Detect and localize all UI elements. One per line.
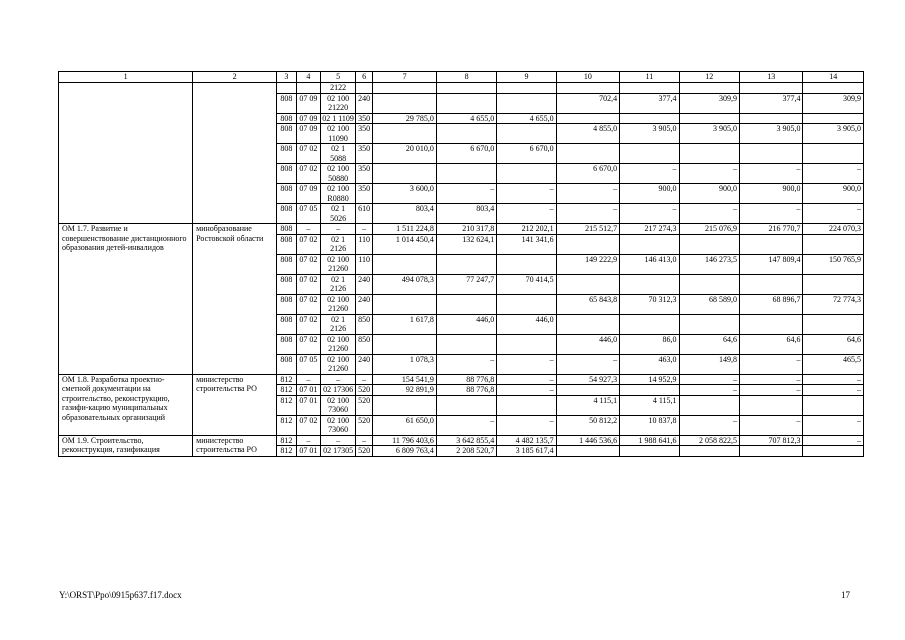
cell-col3: 808	[277, 254, 296, 274]
cell-col14: 465,5	[803, 354, 864, 374]
cell-col4: 07 09	[296, 93, 321, 113]
cell-col9: 70 414,5	[497, 274, 556, 294]
cell-col13: –	[739, 164, 802, 184]
cell-col7	[373, 254, 436, 274]
cell-col11	[620, 234, 679, 254]
cell-col5: 02 17305	[321, 446, 356, 457]
cell-col4: –	[296, 374, 321, 385]
cell-col3: 808	[277, 334, 296, 354]
column-number-6: 6	[355, 72, 372, 83]
cell-col6	[355, 83, 372, 94]
cell-col7: 11 796 403,6	[373, 435, 436, 446]
column-number-2: 2	[193, 72, 277, 83]
cell-col14	[803, 314, 864, 334]
cell-col14: 900,0	[803, 184, 864, 204]
cell-col3: 808	[277, 164, 296, 184]
cell-col13: 216 770,7	[739, 224, 802, 235]
cell-col3: 812	[277, 415, 296, 435]
cell-col9: –	[497, 354, 556, 374]
cell-col3: 808	[277, 144, 296, 164]
cell-col3: 808	[277, 93, 296, 113]
cell-col9	[497, 254, 556, 274]
cell-col3: 812	[277, 374, 296, 385]
cell-col7	[373, 164, 436, 184]
cell-col10	[556, 274, 619, 294]
cell-col3: 808	[277, 124, 296, 144]
cell-col14: –	[803, 204, 864, 224]
cell-col9: 6 670,0	[497, 144, 556, 164]
cell-col12	[679, 144, 739, 164]
cell-col10: 6 670,0	[556, 164, 619, 184]
cell-col5: 02 1 5026	[321, 204, 356, 224]
cell-col13	[739, 113, 802, 124]
column-number-13: 13	[739, 72, 802, 83]
cell-col13	[739, 314, 802, 334]
cell-col13	[739, 234, 802, 254]
cell-col4: 07 02	[296, 415, 321, 435]
cell-col14: 64,6	[803, 334, 864, 354]
cell-col14: 150 765,9	[803, 254, 864, 274]
cell-col12: –	[679, 415, 739, 435]
cell-col10	[556, 144, 619, 164]
cell-col11: 70 312,3	[620, 294, 679, 314]
cell-col9	[497, 124, 556, 144]
cell-col7: 1 014 450,4	[373, 234, 436, 254]
cell-col7	[373, 93, 436, 113]
cell-col9: –	[497, 385, 556, 396]
cell-col5: 02 100 21260	[321, 254, 356, 274]
footer-file-path: Y:\ORST\Ppo\0915p637.f17.docx	[59, 590, 182, 600]
cell-col14	[803, 274, 864, 294]
cell-col7: 29 785,0	[373, 113, 436, 124]
cell-col14: 309,9	[803, 93, 864, 113]
cell-col11	[620, 113, 679, 124]
cell-col12	[679, 274, 739, 294]
cell-col10: 4 115,1	[556, 395, 619, 415]
cell-col11: 463,0	[620, 354, 679, 374]
cell-col4: 07 05	[296, 204, 321, 224]
cell-col12	[679, 234, 739, 254]
table-row	[59, 224, 864, 235]
cell-col3: 812	[277, 385, 296, 396]
cell-col11	[620, 446, 679, 457]
cell-col9	[497, 395, 556, 415]
cell-col11: 3 905,0	[620, 124, 679, 144]
cell-col7: 1 078,3	[373, 354, 436, 374]
cell-col10: 215 512,7	[556, 224, 619, 235]
column-number-3: 3	[277, 72, 296, 83]
cell-col9: –	[497, 415, 556, 435]
cell-col12	[679, 83, 739, 94]
cell-col11	[620, 83, 679, 94]
cell-col8: –	[436, 415, 496, 435]
cell-col3: 808	[277, 184, 296, 204]
cell-col6: 850	[355, 334, 372, 354]
cell-col7	[373, 395, 436, 415]
cell-col13: –	[739, 204, 802, 224]
cell-col4: 07 02	[296, 274, 321, 294]
cell-col5: 02 100 21220	[321, 93, 356, 113]
cell-col7	[373, 294, 436, 314]
cell-col8: 4 655,0	[436, 113, 496, 124]
cell-col4: 07 02	[296, 234, 321, 254]
column-number-12: 12	[679, 72, 739, 83]
cell-col12: 215 076,9	[679, 224, 739, 235]
cell-col9: 212 202,1	[497, 224, 556, 235]
cell-col10: 54 927,3	[556, 374, 619, 385]
cell-col4: –	[296, 224, 321, 235]
cell-col4	[296, 83, 321, 94]
cell-col8: 210 317,8	[436, 224, 496, 235]
cell-col3: 808	[277, 234, 296, 254]
cell-col12	[679, 314, 739, 334]
cell-col6: 850	[355, 314, 372, 334]
cell-col5: 02 100 21260	[321, 354, 356, 374]
cell-col8: 77 247,7	[436, 274, 496, 294]
cell-col12: 3 905,0	[679, 124, 739, 144]
cell-col13: –	[739, 354, 802, 374]
column-number-11: 11	[620, 72, 679, 83]
cell-col6: 350	[355, 124, 372, 144]
cell-col5: 02 1 2126	[321, 314, 356, 334]
cell-col11	[620, 274, 679, 294]
cell-col3	[277, 83, 296, 94]
cell-col4: 07 02	[296, 334, 321, 354]
cell-col13: 68 896,7	[739, 294, 802, 314]
cell-col12: 68 589,0	[679, 294, 739, 314]
column-number-9: 9	[497, 72, 556, 83]
cell-col5: 02 1 2126	[321, 274, 356, 294]
cell-col13: 377,4	[739, 93, 802, 113]
cell-col4: 07 02	[296, 314, 321, 334]
cell-col12	[679, 395, 739, 415]
cell-col6: 520	[355, 395, 372, 415]
cell-col10: 702,4	[556, 93, 619, 113]
cell-col10	[556, 234, 619, 254]
cell-col11: –	[620, 164, 679, 184]
cell-col11: 146 413,0	[620, 254, 679, 274]
cell-col5: 02 100 73060	[321, 395, 356, 415]
cell-col11	[620, 385, 679, 396]
cell-col6: 610	[355, 204, 372, 224]
cell-col8: 88 776,8	[436, 374, 496, 385]
cell-col13: –	[739, 385, 802, 396]
cell-col13: 147 809,4	[739, 254, 802, 274]
measure-name: ОМ 1.7. Развитие и совершенствование дистанционного образования детей-инвалидов	[59, 224, 193, 375]
executor-name: минобразование Ростовской области	[193, 224, 277, 375]
executor-name: министерство строительства РО	[193, 374, 277, 435]
cell-col10: 1 446 536,6	[556, 435, 619, 446]
cell-col4: 07 05	[296, 354, 321, 374]
cell-col7: 61 650,0	[373, 415, 436, 435]
cell-col8: 132 624,1	[436, 234, 496, 254]
cell-col7: 1 617,8	[373, 314, 436, 334]
cell-col7	[373, 83, 436, 94]
cell-col8	[436, 124, 496, 144]
cell-col4: 07 01	[296, 395, 321, 415]
cell-col5: –	[321, 435, 356, 446]
table-row	[59, 83, 864, 94]
cell-col4: 07 02	[296, 294, 321, 314]
column-number-4: 4	[296, 72, 321, 83]
cell-col6: 350	[355, 144, 372, 164]
table-row	[59, 374, 864, 385]
cell-col14: –	[803, 385, 864, 396]
cell-col5: 02 100 11090	[321, 124, 356, 144]
cell-col3: 812	[277, 435, 296, 446]
cell-col4: 07 09	[296, 184, 321, 204]
cell-col14	[803, 113, 864, 124]
cell-col10: 65 843,8	[556, 294, 619, 314]
cell-col8	[436, 164, 496, 184]
column-number-row	[59, 72, 864, 83]
cell-col12	[679, 446, 739, 457]
cell-col6: 350	[355, 184, 372, 204]
cell-col12: 309,9	[679, 93, 739, 113]
cell-col8	[436, 294, 496, 314]
cell-col6: 240	[355, 274, 372, 294]
cell-col12: 2 058 822,5	[679, 435, 739, 446]
cell-col7: 154 541,9	[373, 374, 436, 385]
cell-col13	[739, 395, 802, 415]
column-number-10: 10	[556, 72, 619, 83]
cell-col8: –	[436, 184, 496, 204]
cell-col10	[556, 314, 619, 334]
cell-col6: 350	[355, 113, 372, 124]
cell-col13: –	[739, 415, 802, 435]
cell-col12	[679, 113, 739, 124]
cell-col13	[739, 144, 802, 164]
cell-col14: 72 774,3	[803, 294, 864, 314]
cell-col7	[373, 334, 436, 354]
cell-col4: 07 02	[296, 254, 321, 274]
continuation-executor-cell	[193, 83, 277, 224]
cell-col9: –	[497, 204, 556, 224]
cell-col7: 20 010,0	[373, 144, 436, 164]
cell-col5: 02 100 21260	[321, 334, 356, 354]
cell-col5: 02 17306	[321, 385, 356, 396]
cell-col8: 803,4	[436, 204, 496, 224]
cell-col14: 3 905,0	[803, 124, 864, 144]
cell-col9	[497, 334, 556, 354]
cell-col8	[436, 254, 496, 274]
cell-col11: 86,0	[620, 334, 679, 354]
cell-col14: –	[803, 164, 864, 184]
cell-col10: 50 812,2	[556, 415, 619, 435]
cell-col14	[803, 395, 864, 415]
cell-col6: 520	[355, 385, 372, 396]
cell-col8	[436, 395, 496, 415]
cell-col3: 808	[277, 204, 296, 224]
column-number-5: 5	[321, 72, 356, 83]
cell-col13: 900,0	[739, 184, 802, 204]
cell-col5: 02 100 R0880	[321, 184, 356, 204]
cell-col6: 240	[355, 93, 372, 113]
cell-col5: 02 1 2126	[321, 234, 356, 254]
cell-col8: 446,0	[436, 314, 496, 334]
cell-col8	[436, 334, 496, 354]
cell-col12: 149,8	[679, 354, 739, 374]
cell-col13	[739, 274, 802, 294]
cell-col10: 149 222,9	[556, 254, 619, 274]
cell-col13: –	[739, 374, 802, 385]
cell-col10: –	[556, 204, 619, 224]
cell-col11	[620, 314, 679, 334]
cell-col6: –	[355, 224, 372, 235]
cell-col9: 4 655,0	[497, 113, 556, 124]
cell-col7: 3 600,0	[373, 184, 436, 204]
cell-col7: 803,4	[373, 204, 436, 224]
cell-col5: 02 1 1109	[322, 113, 354, 123]
cell-col4: 07 09	[296, 124, 321, 144]
cell-col10	[556, 385, 619, 396]
cell-col3: 808	[277, 354, 296, 374]
footer-page-number: 17	[841, 590, 850, 600]
cell-col6: 520	[355, 446, 372, 457]
cell-col6: –	[355, 374, 372, 385]
cell-col10: –	[556, 184, 619, 204]
cell-col5: 02 100 21260	[321, 294, 356, 314]
cell-col13: 64,6	[739, 334, 802, 354]
cell-col7: 92 891,9	[373, 385, 436, 396]
cell-col5: 02 1 5088	[321, 144, 356, 164]
cell-col12: 146 273,5	[679, 254, 739, 274]
column-number-1: 1	[59, 72, 193, 83]
cell-col10	[556, 83, 619, 94]
cell-col9	[497, 93, 556, 113]
cell-col4: 07 02	[296, 144, 321, 164]
cell-col13: 3 905,0	[739, 124, 802, 144]
cell-col6: 110	[355, 234, 372, 254]
cell-col14: –	[803, 415, 864, 435]
cell-col14: –	[803, 374, 864, 385]
column-number-8: 8	[436, 72, 496, 83]
cell-col9: –	[497, 374, 556, 385]
cell-col9	[497, 83, 556, 94]
cell-col11: 10 837,8	[620, 415, 679, 435]
measure-name: ОМ 1.9. Строительство, реконструкция, газификация	[59, 435, 193, 456]
cell-col8: 2 208 520,7	[436, 446, 496, 457]
cell-col5: –	[321, 374, 356, 385]
cell-col9: 446,0	[497, 314, 556, 334]
cell-col14: 224 070,3	[803, 224, 864, 235]
cell-col4: 07 09	[296, 113, 321, 124]
cell-col6: 240	[355, 294, 372, 314]
cell-col9: –	[497, 184, 556, 204]
cell-col12: –	[679, 164, 739, 184]
cell-col14: –	[803, 435, 864, 446]
cell-col8: 6 670,0	[436, 144, 496, 164]
cell-col14	[803, 83, 864, 94]
table-row	[59, 435, 864, 446]
cell-col6: 520	[355, 415, 372, 435]
cell-col11: 1 988 641,6	[620, 435, 679, 446]
cell-col14	[803, 144, 864, 164]
cell-col3: 808	[277, 314, 296, 334]
column-number-14: 14	[803, 72, 864, 83]
cell-col11: 14 952,9	[620, 374, 679, 385]
cell-col9: 141 341,6	[497, 234, 556, 254]
cell-col12: 900,0	[679, 184, 739, 204]
continuation-name-cell	[59, 83, 193, 224]
cell-col4: 07 02	[296, 164, 321, 184]
cell-col7: 494 078,3	[373, 274, 436, 294]
cell-col8	[436, 83, 496, 94]
cell-col8: –	[436, 354, 496, 374]
cell-col12: –	[679, 204, 739, 224]
cell-col7	[373, 124, 436, 144]
cell-col10: 4 855,0	[556, 124, 619, 144]
cell-col13	[739, 446, 802, 457]
cell-col6: 350	[355, 164, 372, 184]
cell-col6: 240	[355, 354, 372, 374]
cell-col7: 6 809 763,4	[373, 446, 436, 457]
cell-col13	[739, 83, 802, 94]
cell-col3: 808	[277, 113, 296, 124]
cell-col5: –	[321, 224, 356, 235]
cell-col8	[436, 93, 496, 113]
cell-col12: 64,6	[679, 334, 739, 354]
cell-col9	[497, 164, 556, 184]
column-number-7: 7	[373, 72, 436, 83]
cell-col5: 02 100 50880	[321, 164, 356, 184]
executor-name: министерство строительства РО	[193, 435, 277, 456]
cell-col7: 1 511 224,8	[373, 224, 436, 235]
cell-col4: 07 01	[296, 446, 321, 457]
cell-col10	[556, 446, 619, 457]
cell-col11: 217 274,3	[620, 224, 679, 235]
budget-table	[58, 71, 864, 457]
cell-col5: 2122	[321, 83, 356, 94]
cell-col12: –	[679, 385, 739, 396]
cell-col14	[803, 446, 864, 457]
cell-col5: 02 100 73060	[321, 415, 356, 435]
cell-col9: 4 482 135,7	[497, 435, 556, 446]
cell-col6: 110	[355, 254, 372, 274]
cell-col13: 707 812,3	[739, 435, 802, 446]
cell-col4: –	[296, 435, 321, 446]
cell-col8: 88 776,8	[436, 385, 496, 396]
cell-col4: 07 01	[296, 385, 321, 396]
cell-col10	[556, 113, 619, 124]
cell-col11: 377,4	[620, 93, 679, 113]
cell-col6: –	[355, 435, 372, 446]
cell-col10: –	[556, 354, 619, 374]
cell-col9: 3 185 617,4	[497, 446, 556, 457]
cell-col3: 812	[277, 446, 296, 457]
cell-col9	[497, 294, 556, 314]
cell-col10: 446,0	[556, 334, 619, 354]
cell-col11	[620, 144, 679, 164]
cell-col11: 900,0	[620, 184, 679, 204]
cell-col3: 808	[277, 294, 296, 314]
cell-col11: –	[620, 204, 679, 224]
cell-col12: –	[679, 374, 739, 385]
cell-col14	[803, 234, 864, 254]
cell-col3: 808	[277, 274, 296, 294]
cell-col3: 808	[277, 224, 296, 235]
cell-col11: 4 115,1	[620, 395, 679, 415]
cell-col8: 3 642 855,4	[436, 435, 496, 446]
measure-name: ОМ 1.8. Разработка проектно-сметной документации на строительство, реконструкцию, газифи-кацию муниципальных образовательных организаций	[59, 374, 193, 435]
cell-col3: 812	[277, 395, 296, 415]
